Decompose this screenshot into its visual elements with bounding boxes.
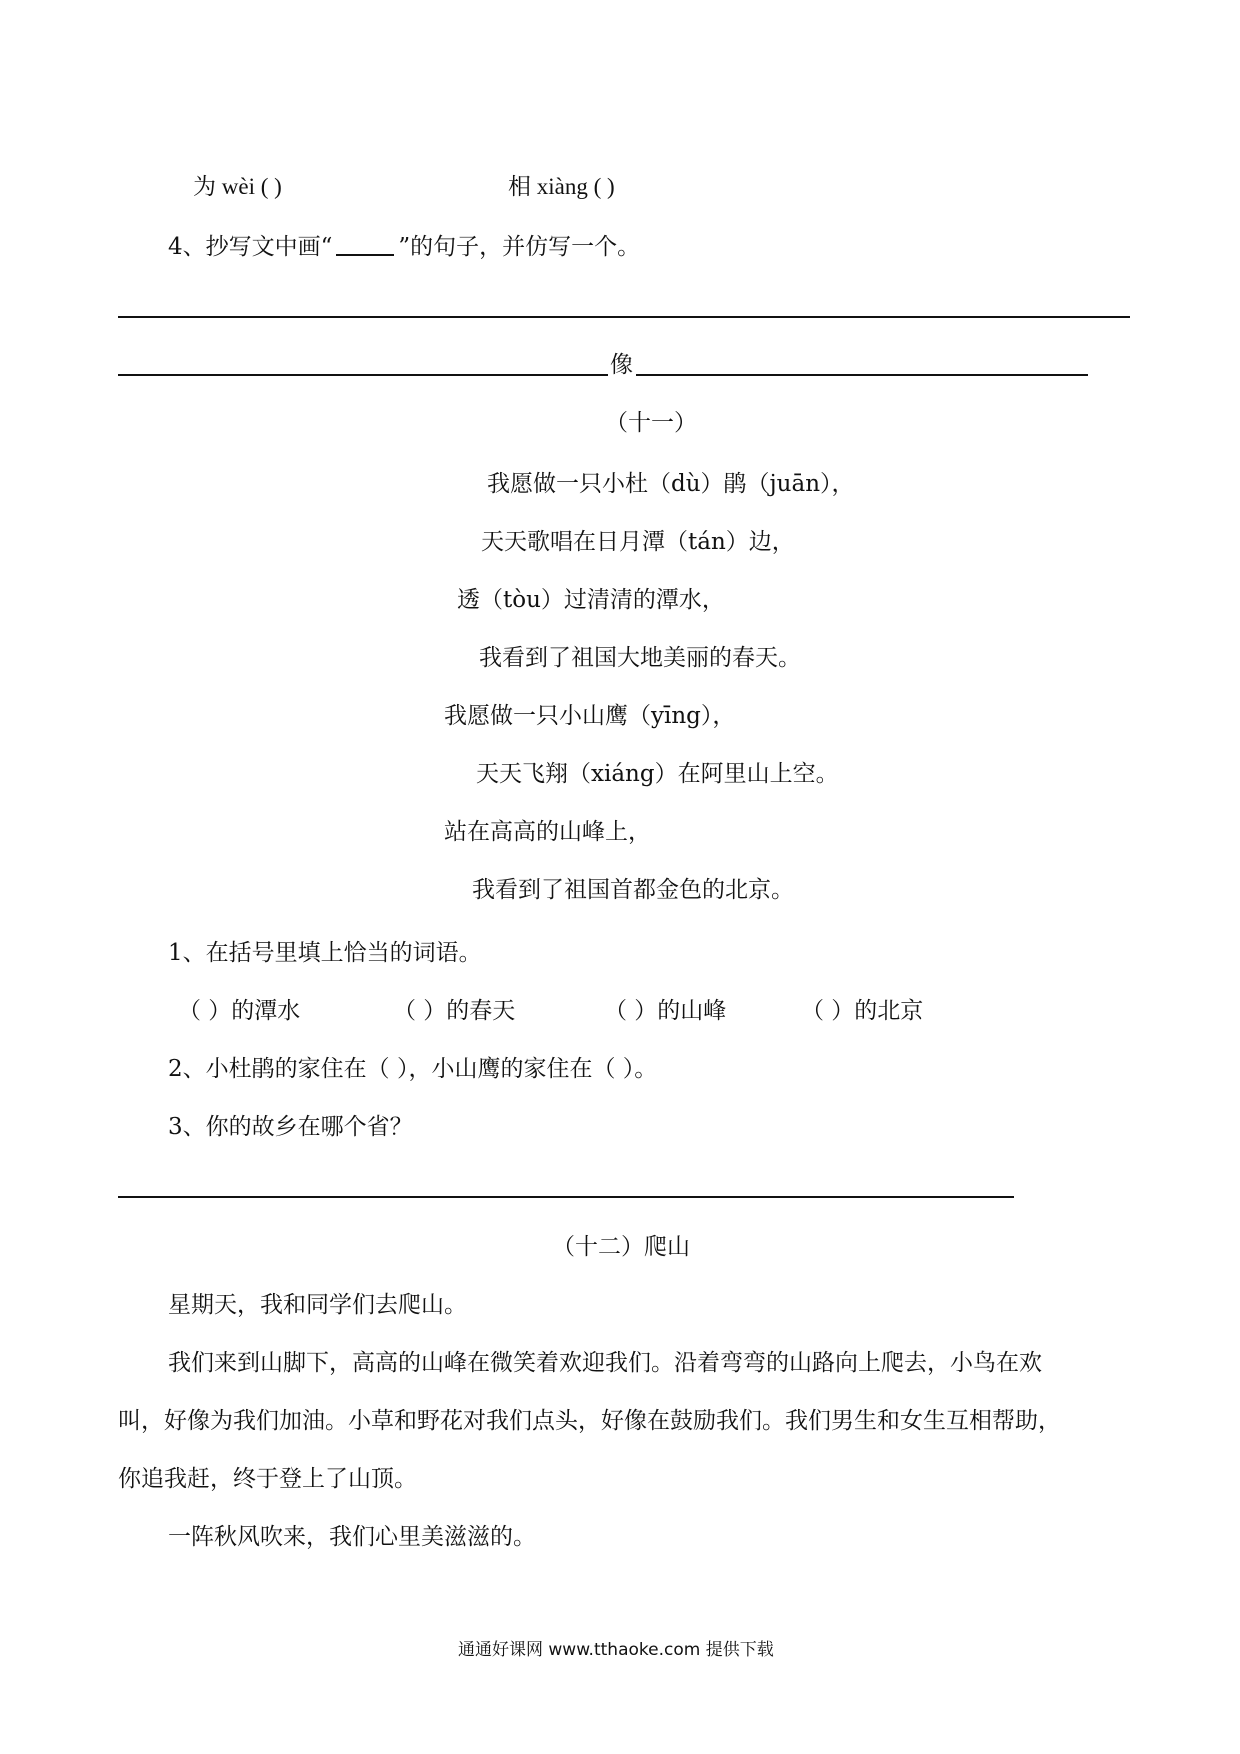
section-11-title: （十一） [605,410,697,436]
paragraph-line: 我们来到山脚下，高高的山峰在微笑着欢迎我们。沿着弯弯的山路向上爬去，小鸟在欢 [168,1350,1042,1376]
poem-line: 我看到了祖国首都金色的北京。 [472,877,794,903]
poem-line: 我看到了祖国大地美丽的春天。 [479,645,801,671]
poem-line: 站在高高的山峰上， [444,819,651,845]
answer-line [118,1196,1014,1198]
question-2: 2、小杜鹃的家住在（ ），小山鹰的家住在（ ）。 [168,1056,658,1082]
answer-line-left [118,374,608,376]
answer-line-right [636,374,1088,376]
question-1: 1、在括号里填上恰当的词语。 [168,940,482,966]
paragraph-line: 你追我赶，终于登上了山顶。 [118,1466,417,1492]
poem-line: 透（tòu）过清清的潭水， [457,587,725,613]
pinyin-xiang: 相 xiàng ( ) [508,174,615,199]
question-4 [168,232,640,262]
pinyin-wei: 为 wèi ( ) [193,174,282,199]
poem-line: 我愿做一只小杜（dù）鹃（juān）， [487,471,855,497]
section-12-title: （十二）爬山 [552,1234,690,1260]
xiang-char: 像 [610,352,633,378]
fill-blank: （ ）的北京 [801,998,924,1024]
question-3: 3、你的故乡在哪个省？ [168,1114,413,1140]
poem-line: 天天歌唱在日月潭（tán）边， [481,529,795,555]
answer-line [118,316,1130,318]
paragraph-line: 叫，好像为我们加油。小草和野花对我们点头，好像在鼓励我们。我们男生和女生互相帮助， [118,1408,1061,1434]
poem-line: 我愿做一只小山鹰（yīng）， [444,703,736,729]
fill-blank: （ ）的春天 [393,998,516,1024]
question-4-prefix: 4、抄写文中画“ [168,234,333,260]
poem-line: 天天飞翔（xiáng）在阿里山上空。 [476,761,839,787]
fill-blank: （ ）的潭水 [178,998,301,1024]
paragraph-line: 星期天，我和同学们去爬山。 [168,1292,467,1318]
question-4-suffix: ”的句子，并仿写一个。 [398,234,641,260]
paragraph-line: 一阵秋风吹来，我们心里美滋滋的。 [168,1524,536,1550]
fill-blank: （ ）的山峰 [604,998,727,1024]
page-footer: 通通好课网 www.tthaoke.com 提供下载 [458,1640,774,1660]
underline-sample [336,234,394,256]
